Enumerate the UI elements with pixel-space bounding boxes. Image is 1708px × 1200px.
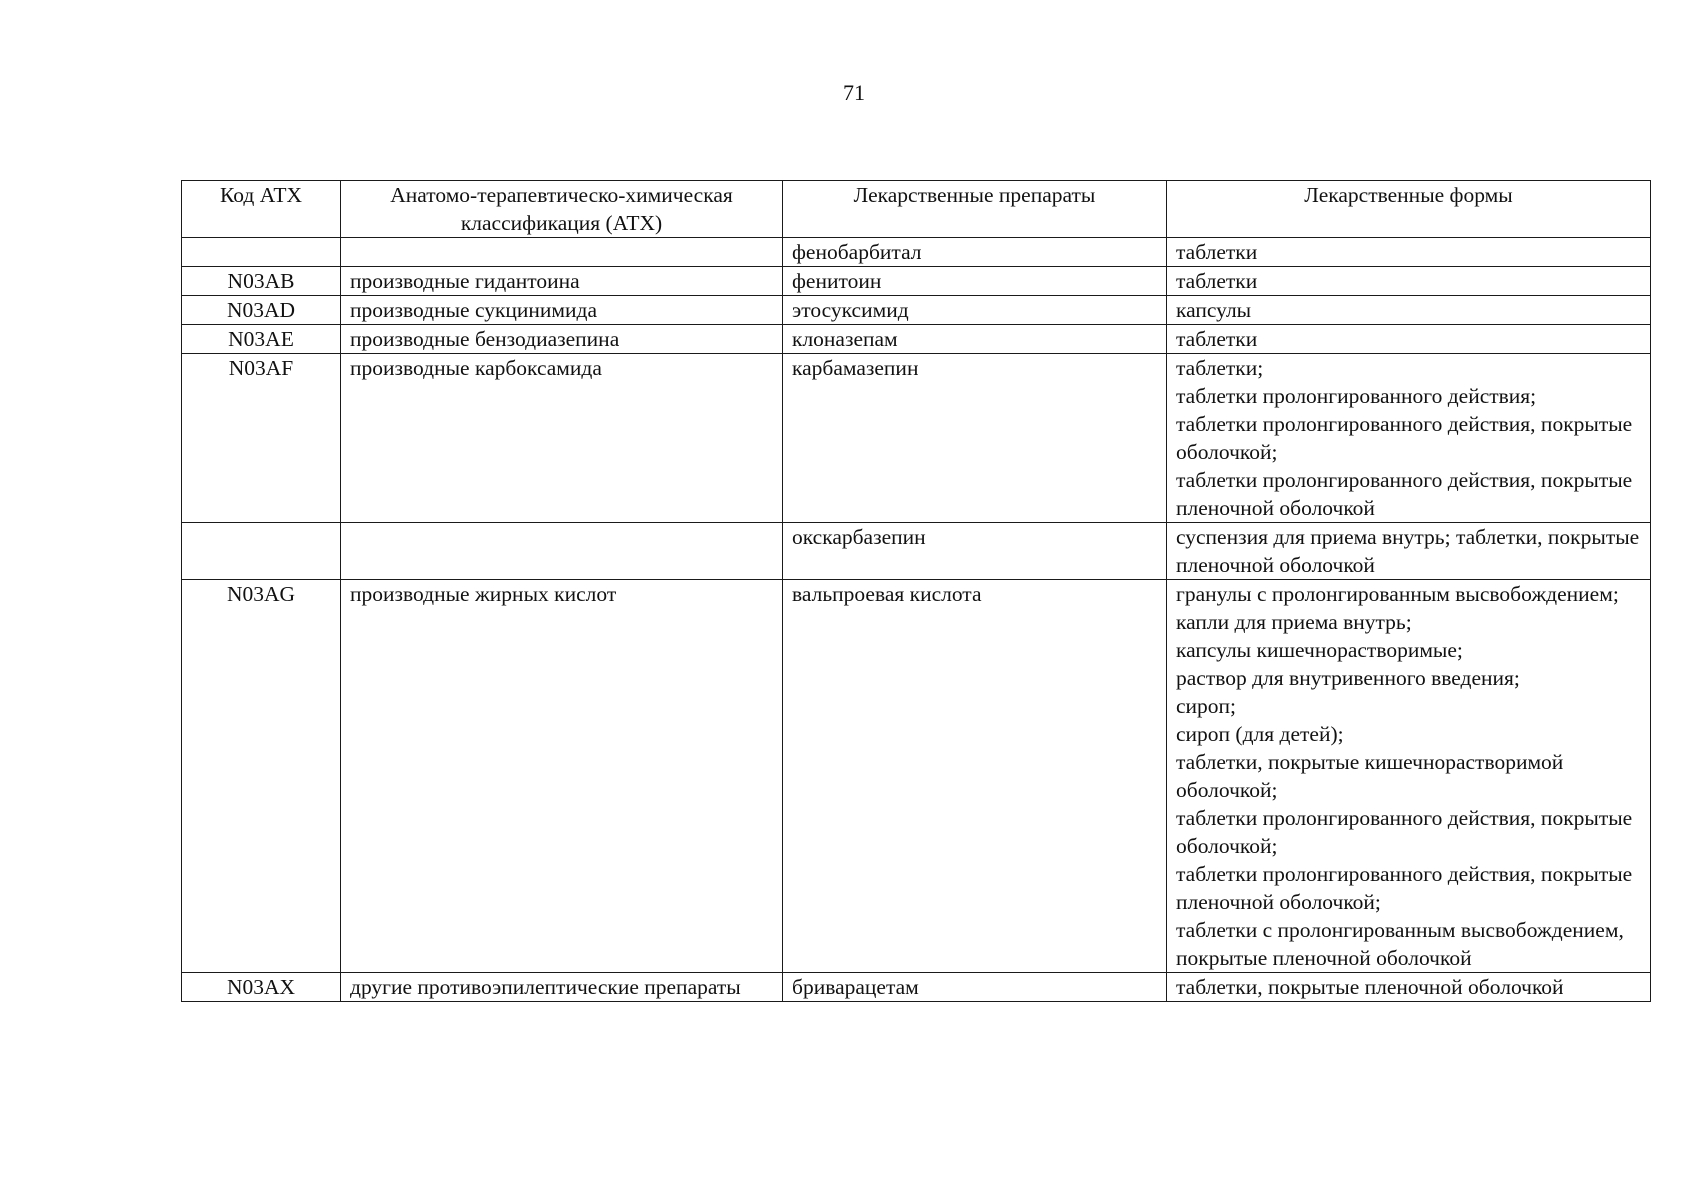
drug-cell: бриварацетам — [783, 973, 1167, 1002]
dosage-forms-cell: таблетки — [1167, 325, 1651, 354]
drug-cell: фенобарбитал — [783, 238, 1167, 267]
header-atc-code: Код АТХ — [182, 181, 341, 238]
classification-cell — [341, 238, 783, 267]
dosage-forms-cell: таблетки, покрытые пленочной оболочкой — [1167, 973, 1651, 1002]
page-number: 71 — [843, 80, 865, 105]
atc-code-cell: N03AD — [182, 296, 341, 325]
table-row — [182, 238, 1651, 267]
table-row — [182, 325, 1651, 354]
atc-code-cell: N03AB — [182, 267, 341, 296]
table-row — [182, 580, 1651, 973]
classification-cell: другие противоэпилептические препараты — [341, 973, 783, 1002]
dosage-forms-cell: гранулы с пролонгированным высвобождением; капли для приема внутрь; капсулы кишечнорастворимые; раствор для внутривенного введения; сироп; сироп (для детей); таблетки, покрытые кишечнорастворимой оболочкой; таблетки пролонгированного действия, покрытые оболочкой; таблетки пролонгированного действия, покрытые пленочной оболочкой; таблетки с пролонгированным высвобождением, покрытые пленочной оболочкой — [1167, 580, 1651, 973]
table-header-row — [182, 181, 1651, 238]
classification-cell: производные гидантоина — [341, 267, 783, 296]
drug-cell: этосуксимид — [783, 296, 1167, 325]
drug-cell: клоназепам — [783, 325, 1167, 354]
header-atc-classification: Анатомо-терапевтическо-химическая классификация (АТХ) — [341, 181, 783, 238]
atc-code-cell — [182, 523, 341, 580]
drug-cell: окскарбазепин — [783, 523, 1167, 580]
atc-code-cell: N03AE — [182, 325, 341, 354]
atc-code-cell — [182, 238, 341, 267]
header-dosage-forms: Лекарственные формы — [1167, 181, 1651, 238]
classification-cell: производные сукцинимида — [341, 296, 783, 325]
drug-cell: вальпроевая кислота — [783, 580, 1167, 973]
atc-code-cell: N03AG — [182, 580, 341, 973]
classification-cell: производные бензодиазепина — [341, 325, 783, 354]
table-row — [182, 973, 1651, 1002]
classification-cell: производные жирных кислот — [341, 580, 783, 973]
atc-code-cell: N03AF — [182, 354, 341, 523]
dosage-forms-cell: суспензия для приема внутрь; таблетки, покрытые пленочной оболочкой — [1167, 523, 1651, 580]
classification-cell — [341, 523, 783, 580]
atc-drug-table — [181, 180, 1651, 1002]
dosage-forms-cell: таблетки — [1167, 267, 1651, 296]
drug-cell: фенитоин — [783, 267, 1167, 296]
table-row — [182, 267, 1651, 296]
dosage-forms-cell: таблетки — [1167, 238, 1651, 267]
header-drugs: Лекарственные препараты — [783, 181, 1167, 238]
dosage-forms-cell: капсулы — [1167, 296, 1651, 325]
table-row — [182, 296, 1651, 325]
table-row — [182, 523, 1651, 580]
dosage-forms-cell: таблетки; таблетки пролонгированного действия; таблетки пролонгированного действия, покрытые оболочкой; таблетки пролонгированного действия, покрытые пленочной оболочкой — [1167, 354, 1651, 523]
drug-cell: карбамазепин — [783, 354, 1167, 523]
classification-cell: производные карбоксамида — [341, 354, 783, 523]
atc-code-cell: N03AX — [182, 973, 341, 1002]
table-row — [182, 354, 1651, 523]
